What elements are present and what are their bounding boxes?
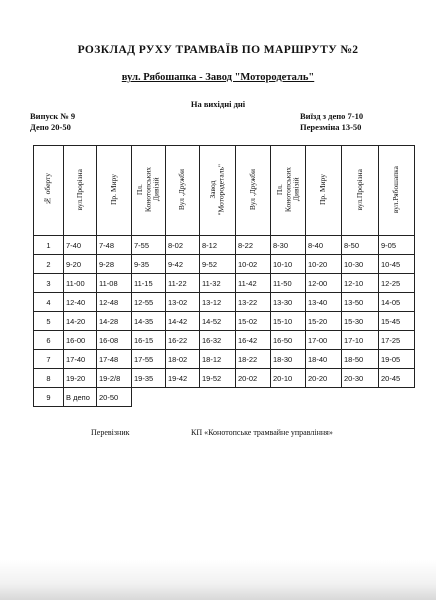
time-cell: 12-25: [379, 274, 415, 293]
time-cell: 9-35: [132, 255, 166, 274]
time-cell: 14-05: [379, 293, 415, 312]
time-cell: 20-20: [306, 369, 342, 388]
time-cell: 9-42: [166, 255, 200, 274]
turn-number: 1: [34, 236, 64, 255]
table-row: [34, 236, 415, 255]
time-cell: 9-20: [64, 255, 97, 274]
turn-number: 7: [34, 350, 64, 369]
time-cell: 15-10: [271, 312, 306, 331]
time-cell: 19-52: [200, 369, 236, 388]
table-header-row: [34, 146, 415, 236]
turn-number: 3: [34, 274, 64, 293]
carrier-label: Перевізник: [91, 428, 130, 437]
time-cell: 11-22: [166, 274, 200, 293]
time-cell: 14-42: [166, 312, 200, 331]
time-cell: 11-50: [271, 274, 306, 293]
schedule-body: [34, 236, 415, 388]
time-cell: 8-02: [166, 236, 200, 255]
time-cell: 7-40: [64, 236, 97, 255]
column-header: Пр. Миру: [97, 146, 132, 236]
turn-number: 6: [34, 331, 64, 350]
time-cell: 7-48: [97, 236, 132, 255]
shift-change-time: Перезміна 13-50: [300, 122, 362, 132]
time-cell: 16-08: [97, 331, 132, 350]
time-cell: 19-05: [379, 350, 415, 369]
time-cell: 18-22: [236, 350, 271, 369]
time-cell: 17-00: [306, 331, 342, 350]
time-cell: 12-00: [306, 274, 342, 293]
column-header: Завод "Мотородеталь": [200, 146, 236, 236]
turn-number: 4: [34, 293, 64, 312]
time-cell: 11-00: [64, 274, 97, 293]
time-cell: 13-12: [200, 293, 236, 312]
time-cell: 16-15: [132, 331, 166, 350]
time-cell: 12-10: [342, 274, 379, 293]
table-row: [34, 369, 415, 388]
time-cell: 9-28: [97, 255, 132, 274]
time-cell: 9-05: [379, 236, 415, 255]
column-header: № оберту: [34, 146, 64, 236]
time-cell: 9-52: [200, 255, 236, 274]
time-cell: 14-35: [132, 312, 166, 331]
time-cell: 20-02: [236, 369, 271, 388]
time-cell: 10-45: [379, 255, 415, 274]
table-row-depot: [34, 388, 415, 407]
time-cell: 17-55: [132, 350, 166, 369]
time-cell: 18-02: [166, 350, 200, 369]
time-cell: 20-10: [271, 369, 306, 388]
depot-time: Депо 20-50: [30, 122, 71, 132]
time-cell: 20-45: [379, 369, 415, 388]
page-bottom-shadow: [0, 560, 436, 600]
table-row: [34, 255, 415, 274]
turn-number: 2: [34, 255, 64, 274]
column-header: вул.Прорізна: [64, 146, 97, 236]
time-cell: 17-40: [64, 350, 97, 369]
time-cell: 11-08: [97, 274, 132, 293]
time-cell: 8-12: [200, 236, 236, 255]
time-cell: 18-50: [342, 350, 379, 369]
time-cell: 18-12: [200, 350, 236, 369]
table-row: [34, 350, 415, 369]
table-row: [34, 331, 415, 350]
time-cell: 8-22: [236, 236, 271, 255]
time-cell: 16-22: [166, 331, 200, 350]
time-cell: 13-50: [342, 293, 379, 312]
table-row: [34, 312, 415, 331]
time-cell: 16-32: [200, 331, 236, 350]
time-cell: 12-55: [132, 293, 166, 312]
time-cell: 7-55: [132, 236, 166, 255]
day-type: На вихідні дні: [190, 99, 246, 109]
carrier-name: КП «Конотопське трамвайне управління»: [191, 428, 333, 437]
time-cell: 15-20: [306, 312, 342, 331]
time-cell: 17-25: [379, 331, 415, 350]
time-cell: 8-50: [342, 236, 379, 255]
time-cell: 16-00: [64, 331, 97, 350]
time-cell: 16-50: [271, 331, 306, 350]
time-cell: 14-20: [64, 312, 97, 331]
time-cell: 18-40: [306, 350, 342, 369]
time-cell: 19-2/8: [97, 369, 132, 388]
time-cell: 15-02: [236, 312, 271, 331]
turn-number: 8: [34, 369, 64, 388]
time-cell: 19-42: [166, 369, 200, 388]
time-cell: 11-42: [236, 274, 271, 293]
time-cell: 15-30: [342, 312, 379, 331]
turn-number: 9: [34, 388, 64, 407]
depot-label: В депо: [64, 388, 97, 407]
time-cell: 15-45: [379, 312, 415, 331]
depot-exit-time: Виїзд з депо 7-10: [300, 111, 364, 121]
turn-number: 5: [34, 312, 64, 331]
depot-return-time: 20-50: [97, 388, 132, 407]
table-row: [34, 274, 415, 293]
time-cell: 11-32: [200, 274, 236, 293]
time-cell: 10-10: [271, 255, 306, 274]
route-name: вул. Рябошапка - Завод "Мотородеталь": [121, 72, 315, 83]
time-cell: 10-30: [342, 255, 379, 274]
time-cell: 19-35: [132, 369, 166, 388]
time-cell: 19-20: [64, 369, 97, 388]
time-cell: 10-02: [236, 255, 271, 274]
time-cell: 11-15: [132, 274, 166, 293]
time-cell: 8-30: [271, 236, 306, 255]
time-cell: 16-42: [236, 331, 271, 350]
time-cell: 18-30: [271, 350, 306, 369]
time-cell: 17-10: [342, 331, 379, 350]
time-cell: 17-48: [97, 350, 132, 369]
time-cell: 14-28: [97, 312, 132, 331]
time-cell: 20-30: [342, 369, 379, 388]
time-cell: 14-52: [200, 312, 236, 331]
time-cell: 10-20: [306, 255, 342, 274]
time-cell: 12-40: [64, 293, 97, 312]
column-header: Вул .Дружби: [166, 146, 200, 236]
time-cell: 13-30: [271, 293, 306, 312]
column-header: Вул .Дружби: [236, 146, 271, 236]
time-cell: 8-40: [306, 236, 342, 255]
column-header: вул.Рябошапка: [379, 146, 415, 236]
column-header: Пл. Конотопських Дивізій: [271, 146, 306, 236]
time-cell: 12-48: [97, 293, 132, 312]
time-cell: 13-22: [236, 293, 271, 312]
time-cell: 13-40: [306, 293, 342, 312]
time-cell: 13-02: [166, 293, 200, 312]
release-number: Випуск № 9: [30, 111, 76, 121]
schedule-table: [33, 145, 415, 407]
column-header: вул.Прорізна: [342, 146, 379, 236]
column-header: Пл. Конотопських Дивізій: [132, 146, 166, 236]
column-header: Пр. Миру: [306, 146, 342, 236]
document-title: РОЗКЛАД РУХУ ТРАМВАЇВ ПО МАРШРУТУ №2: [77, 44, 359, 56]
table-row: [34, 293, 415, 312]
